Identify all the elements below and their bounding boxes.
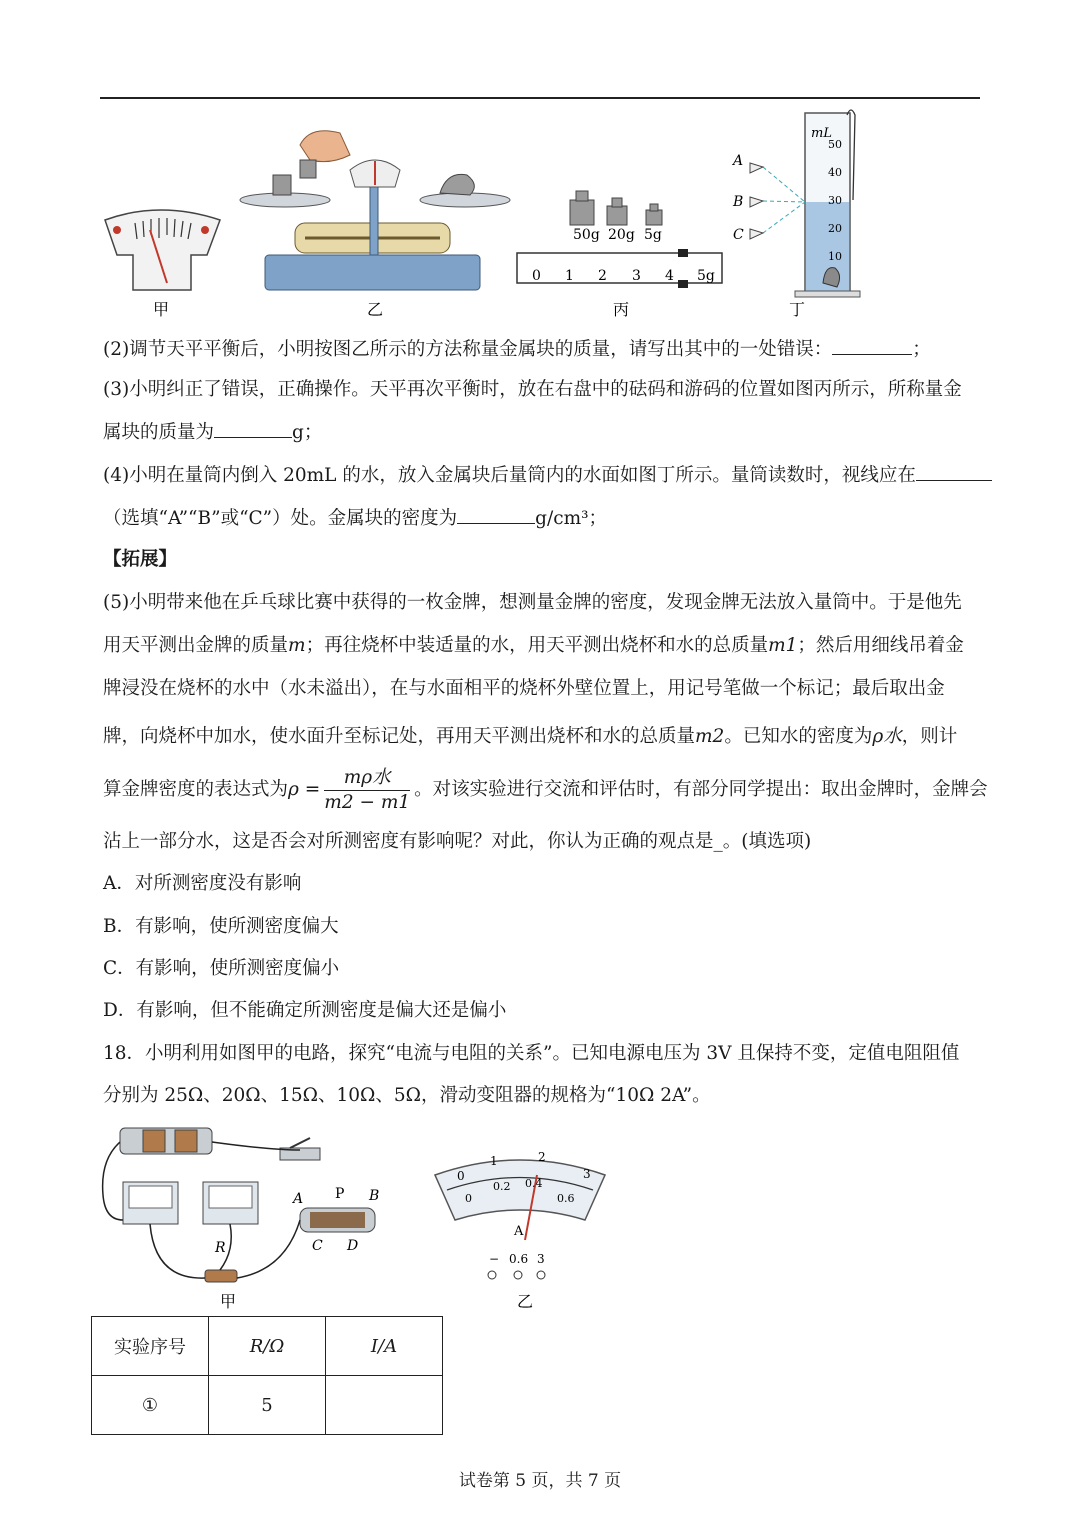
view-point-c: C [733,227,744,243]
ammeter-unit: A [514,1224,524,1239]
ammeter-top-0: 0 [457,1169,465,1183]
bottom-figures [95,1120,625,1315]
question-2: (2)调节天平平衡后，小明按图乙所示的方法称量金属块的质量，请写出其中的一处错误： ； [103,334,983,365]
cylinder-tick-10: 10 [828,250,842,263]
weight-20g: 20g [608,227,635,243]
circuit-label-r: R [215,1240,226,1256]
ammeter-top-3: 3 [583,1167,591,1181]
circuit-label-a: A [293,1191,304,1207]
question-3-line2: 属块的质量为 g； [103,417,983,448]
figure-pointer-scale [105,210,220,290]
ruler-tick-5g: 5g [697,268,715,284]
ammeter-bottom-0: 0 [465,1192,472,1205]
table-cell-index: ① [92,1376,209,1435]
caption-circuit-jia: 甲 [220,1292,237,1311]
caption-ding: 丁 [789,300,806,319]
question-5-line5: 算金牌密度的表达式为ρ = $\frac{\text{mρ水}}{m2 - m1}$ 。对该实验进行交流和评估时，有部分同学提出：取出金牌时，金牌会 [103,766,988,813]
question-4-line2: （选填“A”“B”或“C”）处。金属块的密度为 g/cm³； [103,503,983,534]
circuit-label-p: P [335,1186,345,1202]
answer-blank-q4-density[interactable] [457,503,535,524]
ruler-tick-4: 4 [665,268,674,284]
ruler-tick-1: 1 [565,268,574,284]
cylinder-unit: mL [811,126,832,141]
table-cell-current[interactable] [326,1376,443,1435]
table-header-index: 实验序号 [92,1317,209,1376]
ammeter-terminal-3: 3 [537,1252,545,1266]
ammeter-terminal-minus: − [489,1252,500,1266]
ammeter-terminal-06: 0.6 [509,1252,529,1266]
ammeter-top-1: 1 [490,1154,498,1168]
cylinder-tick-20: 20 [828,222,842,235]
table-header-resistance: R/Ω [209,1317,326,1376]
option-d[interactable]: D．有影响，但不能确定所测密度是偏大还是偏小 [103,1000,507,1021]
extend-title: 【拓展】 [103,549,178,570]
ruler-tick-3: 3 [632,268,641,284]
cylinder-tick-30: 30 [828,194,842,207]
figure-circuit [103,1128,375,1282]
cylinder-tick-50: 50 [828,138,842,151]
caption-bing: 丙 [613,300,630,319]
circuit-label-c: C [312,1238,323,1254]
view-point-a: A [733,153,744,169]
ruler-tick-0: 0 [532,268,541,284]
weight-50g: 50g [573,227,600,243]
question-18-line1: 18．小明利用如图甲的电路，探究“电流与电阻的关系”。已知电源电压为 3V 且保持不变，定值电阻阻值 [103,1043,960,1064]
ammeter-bottom-02: 0.2 [493,1180,511,1193]
question-5-line2: 用天平测出金牌的质量m；再往烧杯中装适量的水，用天平测出烧杯和水的总质量m1；然后用细线吊着金 [103,635,964,656]
answer-blank-q4-view[interactable] [916,460,992,481]
figure-cylinder [750,110,860,297]
question-5-line6: 沾上一部分水，这是否会对所测密度有影响呢？对此，你认为正确的观点是_。(填选项) [103,831,812,852]
formula-lhs: ρ = [288,779,321,800]
header-rule [100,97,980,99]
table-row [92,1376,443,1435]
question-4-line1: (4)小明在量筒内倒入 20mL 的水，放入金属块后量筒内的水面如图丁所示。量筒读数时，视线应在 [103,460,983,491]
top-figures [95,105,985,330]
view-point-b: B [733,194,744,210]
table-cell-resistance: 5 [209,1376,326,1435]
answer-blank-q3[interactable] [214,417,292,438]
ammeter-bottom-06: 0.6 [557,1192,575,1205]
table-header-row [92,1317,443,1376]
ruler-tick-2: 2 [598,268,607,284]
option-c[interactable]: C．有影响，使所测密度偏小 [103,958,340,979]
table-header-current: I/A [326,1317,443,1376]
ammeter-top-2: 2 [538,1150,546,1164]
ammeter-bottom-04: 0.4 [525,1177,543,1190]
question-5-line1: (5)小明带来他在乒乓球比赛中获得的一枚金牌，想测量金牌的密度，发现金牌无法放入量筒中。于是他先 [103,592,962,613]
circuit-label-d: D [347,1238,359,1254]
density-formula: $\frac{\text{mρ水}}{m2 - m1}$ [324,766,411,813]
caption-jia: 甲 [153,300,170,319]
question-18-line2: 分别为 25Ω、20Ω、15Ω、10Ω、5Ω，滑动变阻器的规格为“10Ω 2A”。 [103,1085,711,1106]
cylinder-tick-40: 40 [828,166,842,179]
question-5-line3: 牌浸没在烧杯的水中（水未溢出），在与水面相平的烧杯外壁位置上，用记号笔做一个标记；最后取出金 [103,678,945,699]
option-a[interactable]: A．对所测密度没有影响 [103,873,302,894]
question-5-line4: 牌，向烧杯中加水，使水面升至标记处，再用天平测出烧杯和水的总质量m2。已知水的密度为ρ水，则计 [103,726,958,747]
weight-5g: 5g [644,227,662,243]
caption-yi: 乙 [367,300,384,319]
circuit-label-b: B [369,1188,380,1204]
answer-blank-q2[interactable] [832,334,912,355]
figure-balance [240,131,510,290]
data-table [91,1316,443,1435]
option-b[interactable]: B．有影响，使所测密度偏大 [103,916,339,937]
question-3-line1: (3)小明纠正了错误，正确操作。天平再次平衡时，放在右盘中的砝码和游码的位置如图丙所示，所称量金 [103,379,962,400]
caption-ammeter-yi: 乙 [517,1292,534,1311]
page-footer: 试卷第 5 页，共 7 页 [458,1471,622,1491]
